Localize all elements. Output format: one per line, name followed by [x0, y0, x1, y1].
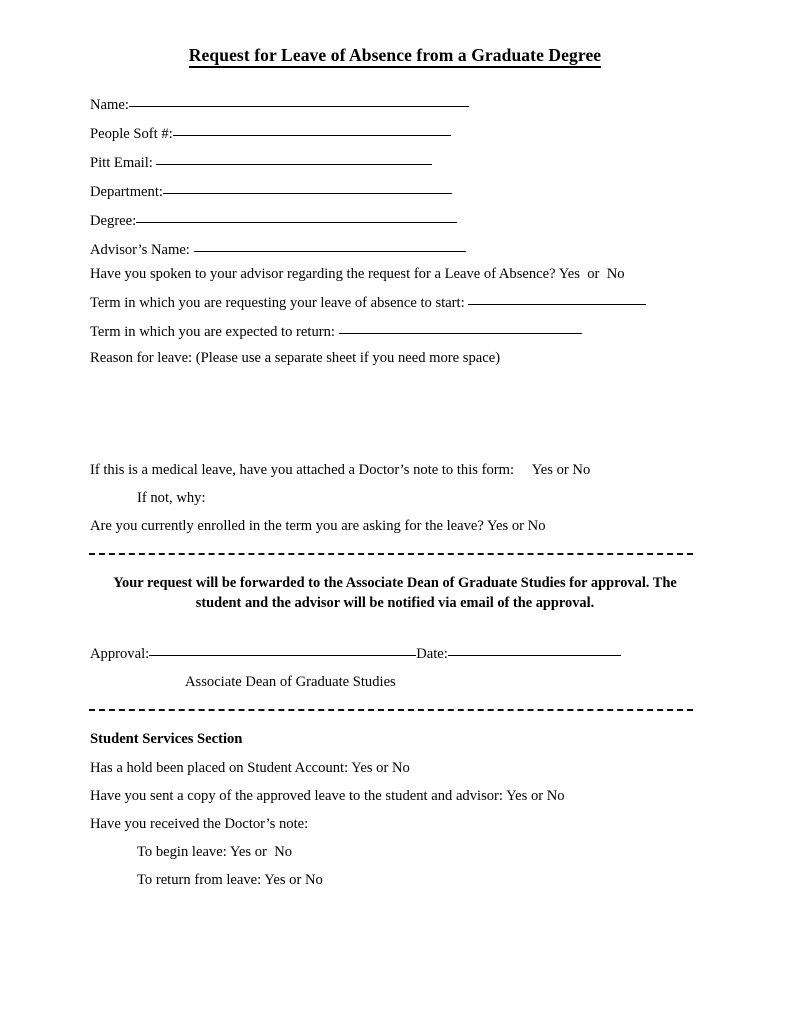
field-advisor-name-label: Advisor’s Name:	[90, 242, 194, 258]
field-degree	[90, 212, 457, 230]
student-services-heading: Student Services Section	[90, 731, 243, 747]
question-term-return	[90, 323, 582, 341]
field-pitt-email	[90, 154, 432, 172]
field-peoplesoft	[90, 125, 451, 143]
signature-caption: Associate Dean of Graduate Studies	[185, 674, 396, 690]
field-degree-label: Degree:	[90, 213, 137, 229]
question-copy-sent: Have you sent a copy of the approved leave to the student and advisor: Yes or No	[90, 788, 565, 804]
question-reason-for-leave: Reason for leave: (Please use a separate sheet if you need more space)	[90, 350, 501, 366]
question-currently-enrolled: Are you currently enrolled in the term you are asking for the leave? Yes or No	[90, 518, 546, 534]
field-peoplesoft-rule[interactable]	[173, 125, 451, 136]
approval-label: Approval:	[90, 646, 150, 662]
page-title	[0, 45, 790, 66]
question-term-start-rule[interactable]	[468, 294, 646, 305]
field-department-label: Department:	[90, 184, 163, 200]
field-advisor-name-rule[interactable]	[194, 241, 466, 252]
field-degree-rule[interactable]	[136, 212, 457, 223]
section-divider-top	[89, 553, 693, 555]
field-department	[90, 183, 452, 201]
field-name	[90, 96, 469, 114]
approval-notice-line-2: student and the advisor will be notified via email of the approval.	[195, 595, 595, 611]
page-title-text: Request for Leave of Absence from a Graduate Degree	[189, 45, 601, 68]
question-to-begin-leave: To begin leave: Yes or No	[137, 844, 293, 860]
approval-notice-line-1: Your request will be forwarded to the Associate Dean of Graduate Studies for approval. The	[113, 575, 677, 591]
question-doctor-note-received: Have you received the Doctor’s note:	[90, 816, 309, 832]
section-divider-bottom	[89, 709, 693, 711]
field-advisor-name	[90, 241, 466, 259]
field-peoplesoft-label: People Soft #:	[90, 126, 173, 142]
field-pitt-email-rule[interactable]	[156, 154, 432, 165]
question-hold-placed: Has a hold been placed on Student Account: Yes or No	[90, 760, 410, 776]
approval-rule[interactable]	[149, 645, 416, 656]
approval-signature-row	[90, 645, 621, 663]
field-name-label: Name:	[90, 97, 129, 113]
question-to-return-from-leave: To return from leave: Yes or No	[137, 872, 323, 888]
field-name-rule[interactable]	[129, 96, 469, 107]
question-advisor-spoken: Have you spoken to your advisor regarding the request for a Leave of Absence? Yes or No	[90, 266, 625, 282]
question-term-start	[90, 294, 646, 312]
field-pitt-email-label: Pitt Email:	[90, 155, 157, 171]
question-doctor-note-attached: If this is a medical leave, have you attached a Doctor’s note to this form: Yes or No	[90, 462, 591, 478]
question-term-return-label: Term in which you are expected to return:	[90, 324, 339, 340]
question-term-start-label: Term in which you are requesting your leave of absence to start:	[90, 295, 469, 311]
date-rule[interactable]	[448, 645, 621, 656]
field-department-rule[interactable]	[163, 183, 452, 194]
approval-notice	[95, 573, 695, 613]
question-term-return-rule[interactable]	[339, 323, 582, 334]
date-label: Date:	[416, 646, 448, 662]
question-if-not-why: If not, why:	[137, 490, 206, 506]
